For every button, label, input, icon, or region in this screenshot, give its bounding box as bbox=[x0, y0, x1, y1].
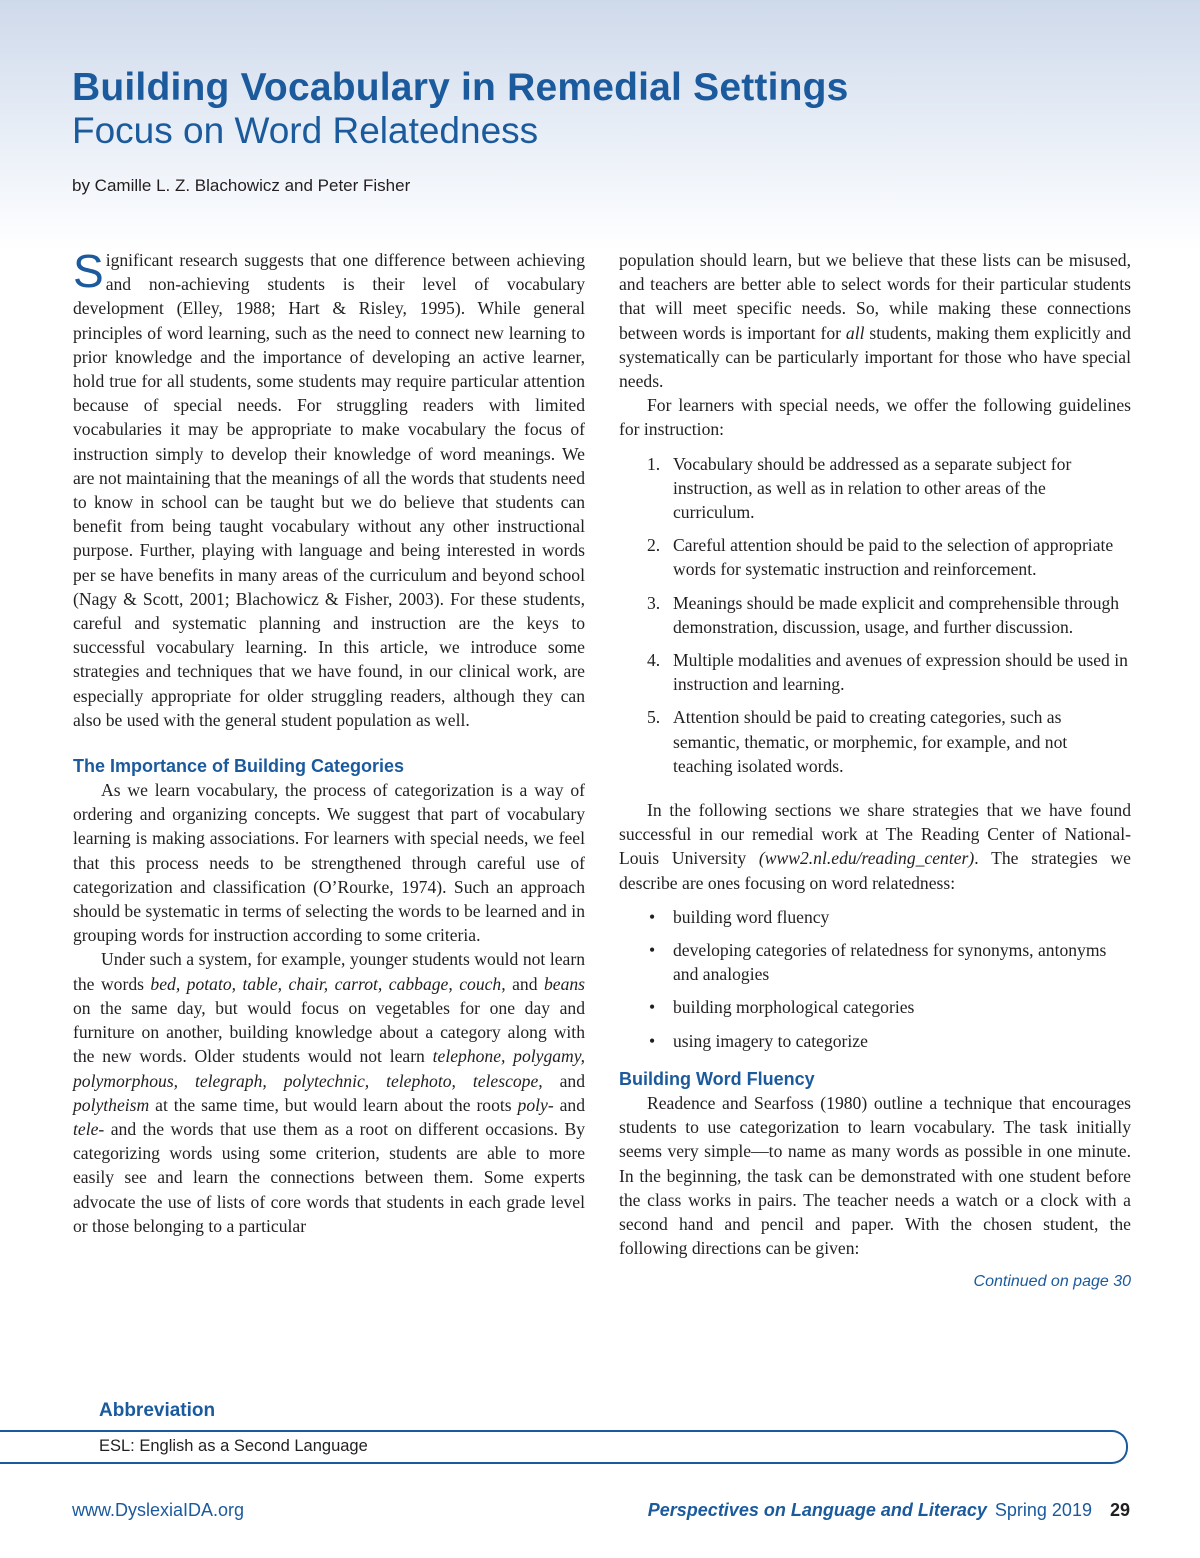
abbreviation-heading: Abbreviation bbox=[99, 1400, 216, 1421]
categories-paragraph-2 bbox=[73, 947, 585, 1237]
guideline-text: Multiple modalities and avenues of expression should be used in instruction and learning. bbox=[673, 650, 1128, 695]
strategy-text: using imagery to categorize bbox=[673, 1030, 868, 1051]
page-number: 29 bbox=[1109, 1500, 1130, 1520]
example-root: poly- bbox=[517, 1094, 554, 1115]
intro-text: ignificant research suggests that one difference between achieving and non-achieving students is their level of vocabulary development (Elley, 1988; Hart & Risley, 1995). While general principles of word learning, such as the need to connect new learning to prior knowledge and the importance of developing an active learner, hold true for all students, some students may require particular attention because of special needs. For struggling readers with limited vocabularies it may be appropriate to make vocabulary the focus of instruction simply to develop their knowledge of word meanings. We are not maintaining that the meanings of all the words that students need to know in school can be taught but we do believe that students can benefit from being taught vocabulary without any other instructional purpose. Further, playing with language and being interested in words per se have benefits in many areas of the curriculum and beyond school (Nagy & Scott, 2001; Blachowicz & Fisher, 2003). For these students, careful and systematic planning and instruction are the keys to successful vocabulary learning. In this article, we introduce some strategies and techniques that we have found, in our clinical work, are especially appropriate for older struggling readers, although they can also be used with the general student population as well. bbox=[73, 250, 585, 730]
guideline-item bbox=[619, 591, 1131, 639]
example-words: beans bbox=[543, 973, 586, 994]
word-fluency-paragraph: Readence and Searfoss (1980) outline a technique that encourages students to use categorization to learn vocabulary. The task initially seems very simple—to name as many words as possible in one minute. In the beginning, the task can be demonstrated with one student before the class works in pairs. The teacher needs a watch or a clock with a second hand and pencil and paper. With the chosen student, the following directions can be given: bbox=[619, 1092, 1131, 1259]
strategies-intro bbox=[619, 798, 1131, 895]
guideline-item bbox=[619, 648, 1131, 696]
strategy-text: developing categories of relatedness for synonyms, antonyms and analogies bbox=[673, 940, 1107, 985]
example-words: bed, potato, table, chair, carrot, cabbage, couch, bbox=[150, 973, 506, 994]
text-run: and bbox=[553, 1094, 585, 1115]
continued-link[interactable]: Continued on page 30 bbox=[973, 1273, 1131, 1291]
intro-paragraph bbox=[73, 245, 585, 732]
journal-issue: Spring 2019 bbox=[994, 1500, 1092, 1520]
bullet-icon: • bbox=[649, 906, 656, 927]
text-run: and bbox=[542, 1070, 585, 1091]
article-subtitle: Focus on Word Relatedness bbox=[72, 110, 539, 151]
guidelines-list bbox=[619, 452, 1131, 778]
right-column bbox=[619, 248, 1131, 1295]
emphasis: all bbox=[845, 322, 865, 343]
text-run: at the same time, but would learn about the roots bbox=[149, 1094, 518, 1115]
example-words: polytheism bbox=[73, 1094, 150, 1115]
text-run: and the words that use them as a root on different occasions. By categorizing words using some criterion, students are able to more easily see and learn the connections between them. Some experts advocate the use of lists of core words that students in each grade level or those belonging to a particular bbox=[73, 1118, 585, 1236]
guideline-item bbox=[619, 705, 1131, 778]
journal-title: Perspectives on Language and Literacy bbox=[647, 1500, 987, 1520]
strategies-list bbox=[619, 905, 1131, 1053]
guideline-number: 1. bbox=[647, 453, 661, 474]
guideline-text: Attention should be paid to creating categories, such as semantic, thematic, or morphemic, for example, and not teaching isolated words. bbox=[673, 707, 1068, 776]
guideline-text: Meanings should be made explicit and comprehensible through demonstration, discussion, usage, and further discussion. bbox=[673, 592, 1120, 637]
drop-cap: S bbox=[73, 245, 104, 297]
strategy-item bbox=[619, 905, 1131, 929]
guideline-number: 3. bbox=[647, 592, 661, 613]
text-run: Under such a system, for example, younger students would not learn the words bbox=[73, 949, 585, 994]
strategy-item bbox=[619, 995, 1131, 1019]
section-heading-categories: The Importance of Building Categories bbox=[73, 756, 405, 777]
categories-paragraph-1: As we learn vocabulary, the process of categorization is a way of ordering and organizing concepts. We suggest that part of vocabulary learning is making associations. For learners with special needs, we feel that this process needs to be strengthened through careful use of categorization and classification (O’Rourke, 1974). Such an approach should be systematic in terms of selecting the words to be learned and in grouping words for instruction according to some criteria. bbox=[73, 780, 585, 946]
text-run: population should learn, but we believe that these lists can be misused, and teachers are better able to select words for their particular students that will meet specific needs. So, while making these connections between words is important for bbox=[619, 250, 1131, 343]
bullet-icon: • bbox=[649, 997, 656, 1018]
text-run: and bbox=[505, 973, 544, 994]
example-root: tele- bbox=[73, 1118, 105, 1139]
strategy-text: building morphological categories bbox=[673, 997, 915, 1018]
text-run: In the following sections we share strategies that we have found successful in our remedial work at The Reading Center of National-Louis University bbox=[619, 800, 1131, 869]
strategy-item bbox=[619, 1029, 1131, 1053]
guideline-item bbox=[619, 452, 1131, 525]
article-title: Building Vocabulary in Remedial Settings bbox=[72, 66, 849, 109]
byline: by Camille L. Z. Blachowicz and Peter Fisher bbox=[72, 176, 411, 195]
guideline-number: 4. bbox=[647, 650, 661, 671]
text-run: . The strategies we describe are ones focusing on word relatedness: bbox=[619, 848, 1131, 893]
strategy-text: building word fluency bbox=[673, 906, 830, 927]
left-column bbox=[73, 245, 586, 1238]
guidelines-intro: For learners with special needs, we offer the following guidelines for instruction: bbox=[619, 395, 1131, 440]
guideline-item bbox=[619, 533, 1131, 581]
footer-website-link[interactable]: www.DyslexiaIDA.org bbox=[72, 1500, 245, 1520]
reading-center-url: (www2.nl.edu/reading_center) bbox=[758, 848, 975, 869]
bullet-icon: • bbox=[649, 1030, 656, 1051]
strategy-item bbox=[619, 938, 1131, 986]
continuation-paragraph bbox=[619, 248, 1131, 393]
guideline-number: 5. bbox=[647, 707, 661, 728]
guideline-text: Vocabulary should be addressed as a separate subject for instruction, as well as in relation to other areas of the curriculum. bbox=[673, 453, 1072, 523]
guideline-number: 2. bbox=[647, 535, 661, 556]
bullet-icon: • bbox=[649, 940, 656, 961]
abbreviation-text: ESL: English as a Second Language bbox=[99, 1437, 368, 1455]
section-heading-word-fluency: Building Word Fluency bbox=[619, 1068, 815, 1089]
footer-journal-info bbox=[648, 1500, 1130, 1521]
guideline-text: Careful attention should be paid to the selection of appropriate words for systematic instruction and reinforcement. bbox=[673, 535, 1114, 580]
text-run: on the same day, but would focus on vegetables for one day and furniture on another, building knowledge about a category along with the new words. Older students would not learn bbox=[73, 997, 585, 1067]
text-run: students, making them explicitly and systematically can be particularly important for those who have special needs. bbox=[619, 322, 1131, 392]
example-words: telephone, polygamy, polymorphous, telegraph, polytechnic, telephoto, telescope, bbox=[73, 1046, 585, 1091]
